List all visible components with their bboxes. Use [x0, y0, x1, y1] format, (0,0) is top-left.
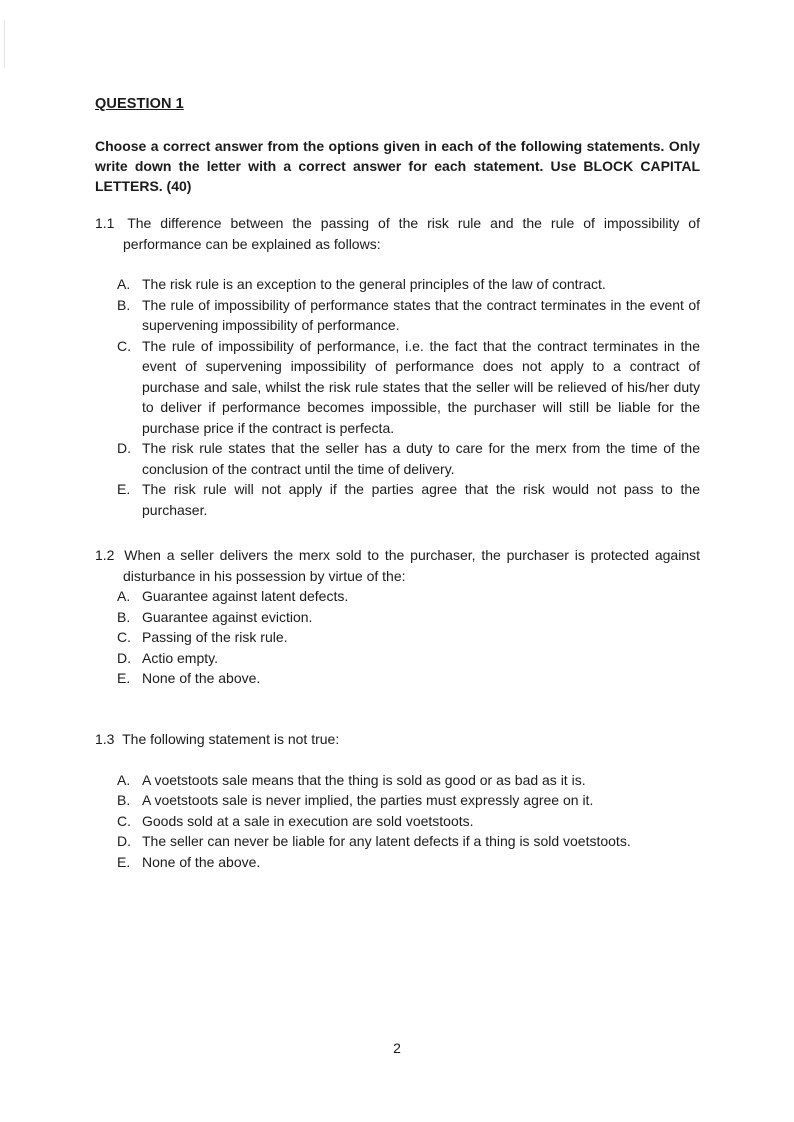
option-c — [117, 627, 700, 648]
option-list — [95, 770, 700, 873]
option-e — [117, 852, 700, 873]
question-text: The difference between the passing of the risk rule and the rule of impossibility of performance can be explained as follows: — [123, 215, 700, 252]
option-letter: B. — [117, 608, 131, 625]
option-c — [117, 336, 700, 439]
option-d — [117, 648, 700, 669]
option-letter: C. — [117, 812, 131, 829]
option-letter: C. — [117, 629, 131, 645]
option-text: Passing of the risk rule. — [142, 629, 288, 645]
option-text: A voetstoots sale means that the thing is sold as good or as bad as it is. — [142, 771, 586, 788]
option-a — [117, 770, 700, 791]
option-letter: A. — [117, 588, 131, 604]
question-text: The following statement is not true: — [122, 731, 340, 747]
option-text: Goods sold at a sale in execution are sold voetstoots. — [142, 812, 474, 829]
instructions: Choose a correct answer from the options given in each of the following statements. Only write down the letter with a correct answer for each statement. Use BLOCK CAPITAL LETTERS. (40) — [95, 138, 700, 194]
option-text: The rule of impossibility of performance states that the contract terminates in the event of supervening impossibility of performance. — [142, 296, 700, 333]
option-letter: A. — [117, 276, 131, 292]
question-stem — [95, 545, 700, 586]
option-e — [117, 668, 700, 689]
option-letter: D. — [117, 833, 131, 849]
option-b — [117, 607, 700, 628]
question-number: 1.3 — [95, 731, 115, 747]
question-1-3 — [95, 729, 700, 872]
option-text: None of the above. — [142, 670, 261, 686]
option-letter: A. — [117, 771, 131, 788]
option-letter: D. — [117, 440, 131, 456]
option-text: Actio empty. — [142, 649, 218, 666]
question-stem — [95, 729, 700, 750]
scan-edge-mark — [4, 20, 5, 68]
option-a — [117, 586, 700, 607]
option-d — [117, 438, 700, 479]
option-c — [117, 811, 700, 832]
question-heading: QUESTION 1 — [95, 96, 184, 112]
option-text: The risk rule is an exception to the general principles of the law of contract. — [142, 276, 606, 292]
option-letter: B. — [117, 296, 131, 313]
question-number: 1.2 — [95, 547, 115, 563]
option-letter: D. — [117, 649, 131, 666]
option-list — [95, 274, 700, 520]
option-text: The seller can never be liable for any latent defects if a thing is sold voetstoots. — [142, 833, 631, 849]
question-number: 1.1 — [95, 215, 115, 231]
option-d — [117, 831, 700, 852]
question-1-1 — [95, 213, 700, 520]
option-b — [117, 790, 700, 811]
option-text: The risk rule states that the seller has a duty to care for the merx from the time of the conclusion of the contract until the time of delivery. — [142, 440, 700, 477]
option-letter: B. — [117, 792, 131, 808]
option-letter: C. — [117, 337, 131, 354]
option-a — [117, 274, 700, 295]
option-letter: E. — [117, 853, 131, 870]
question-stem — [95, 213, 700, 254]
question-1-2 — [95, 545, 700, 689]
option-text: The risk rule will not apply if the parties agree that the risk would not pass to the purchaser. — [142, 481, 700, 518]
option-e — [117, 479, 700, 520]
option-text: None of the above. — [142, 853, 261, 870]
option-letter: E. — [117, 481, 131, 497]
option-b — [117, 295, 700, 336]
page-number: 2 — [393, 1040, 401, 1056]
option-list — [95, 586, 700, 689]
option-text: A voetstoots sale is never implied, the parties must expressly agree on it. — [142, 792, 594, 808]
option-text: The rule of impossibility of performance, i.e. the fact that the contract terminates in the event of supervening impossibility of performance does not apply to a contract of purchase and sale, whilst the risk rule states that the seller will be relieved of his/her duty to deliver if performance becomes impossible, the purchaser will still be liable for the purchase price if the contract is perfecta. — [142, 337, 700, 436]
option-text: Guarantee against latent defects. — [142, 588, 349, 604]
option-letter: E. — [117, 670, 131, 686]
question-text: When a seller delivers the merx sold to the purchaser, the purchaser is protected against disturbance in his possession by virtue of the: — [123, 547, 700, 584]
option-text: Guarantee against eviction. — [142, 608, 313, 625]
